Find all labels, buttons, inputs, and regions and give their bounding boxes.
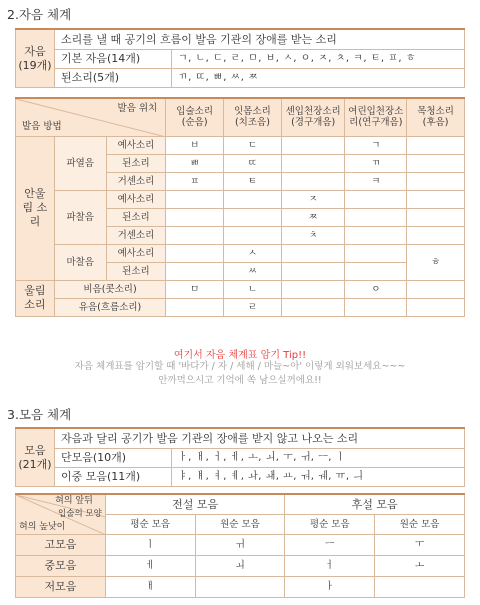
corner-front-back-label: 혀의 앞뒤 xyxy=(55,496,93,506)
group-sonorant-label: 울림 소리 xyxy=(24,284,46,311)
type-nasal: 비음(콧소리) xyxy=(54,280,165,298)
col-alveolar-line2: (치조음) xyxy=(234,117,270,129)
consonant-system-table xyxy=(15,97,465,317)
back-vowel-header: 후설 모음 xyxy=(285,494,465,514)
cell-glottal: ㅎ xyxy=(407,244,465,280)
cell: ㅍ xyxy=(166,172,224,190)
cell xyxy=(166,226,224,244)
cell: ㅆ xyxy=(224,262,282,280)
cell xyxy=(224,190,282,208)
col-palatal-line1: 센입천장소리 xyxy=(285,106,341,118)
type-tense: 된소리 xyxy=(106,208,166,226)
cell xyxy=(224,208,282,226)
cell: ㅊ xyxy=(281,226,345,244)
group-obstruent-label: 안울림 소리 xyxy=(22,187,48,228)
front-rounded-header: 원순 모음 xyxy=(195,514,285,534)
cell: ㅡ xyxy=(285,534,375,555)
vowel-label: 모음 xyxy=(24,444,46,457)
cell xyxy=(195,576,285,597)
cell: ㄸ xyxy=(224,154,282,172)
row-high-vowel: 고모음 xyxy=(16,534,106,555)
cell xyxy=(407,280,465,298)
cell: ㅌ xyxy=(224,172,282,190)
col-velar-line1: 여린입천장소 xyxy=(348,106,404,118)
vowel-count: (21개) xyxy=(18,458,52,471)
type-tense: 된소리 xyxy=(106,262,166,280)
vowel-label-cell xyxy=(16,428,55,487)
back-unrounded-header: 평순 모음 xyxy=(285,514,375,534)
col-alveolar xyxy=(224,98,282,136)
tip-line2: 안까먹으시고 기억에 쏙 남으실꺼에요!! xyxy=(158,375,322,386)
col-glottal-line2: (후음) xyxy=(422,117,449,129)
sub-fricative: 마찰음 xyxy=(54,244,106,280)
consonant-count: (19개) xyxy=(18,59,52,72)
col-glottal-line1: 목청소리 xyxy=(417,106,454,118)
row-low-vowel: 저모음 xyxy=(16,576,106,597)
basic-consonant-label: 기본 자음(14개) xyxy=(55,49,172,68)
cell xyxy=(345,226,407,244)
back-rounded-header: 원순 모음 xyxy=(375,514,465,534)
col-bilabial-line2: (순음) xyxy=(181,117,208,129)
cell: ㅂ xyxy=(166,136,224,154)
vowel-summary-table xyxy=(15,427,465,487)
corner-lip-label: 입술의 모양 xyxy=(58,509,102,519)
sub-affricate: 파찰음 xyxy=(54,190,106,244)
cell xyxy=(407,226,465,244)
cell: ㄹ xyxy=(224,298,282,316)
tip-title: 여기서 자음 체계표 암기 Tip!! xyxy=(173,350,307,361)
cell: ㅋ xyxy=(345,172,407,190)
consonant-label-cell xyxy=(16,29,55,88)
col-glottal xyxy=(407,98,465,136)
cell xyxy=(281,244,345,262)
cell: ㅅ xyxy=(224,244,282,262)
cell: ㄴ xyxy=(224,280,282,298)
cell xyxy=(345,262,407,280)
tense-consonant-label: 된소리(5개) xyxy=(55,68,172,87)
monophthong-list: ㅏ, ㅐ, ㅓ, ㅔ, ㅗ, ㅚ, ㅜ, ㅟ, ㅡ, ㅣ xyxy=(172,448,465,467)
tip-line1: 자음 체계표를 암기할 때 '바다가 / 자 / 세해 / 마늘~아' 이렇게 외워보세요~~~ xyxy=(74,361,406,372)
section2-title: 2.자음 체계 xyxy=(7,7,72,22)
cell: ㅃ xyxy=(166,154,224,172)
cell xyxy=(407,208,465,226)
type-liquid: 유음(흐름소리) xyxy=(54,298,165,316)
consonant-definition: 소리를 낼 때 공기의 흐름이 발음 기관의 장애를 받는 소리 xyxy=(55,29,465,49)
cell xyxy=(281,298,345,316)
monophthong-label: 단모음(10개) xyxy=(55,448,172,467)
cell: ㅜ xyxy=(375,534,465,555)
section3-title: 3.모음 체계 xyxy=(7,407,72,422)
cell: ㅉ xyxy=(281,208,345,226)
col-palatal-line2: (경구개음) xyxy=(291,117,336,129)
consonant-label: 자음 xyxy=(24,45,46,58)
cell: ㄱ xyxy=(345,136,407,154)
col-velar-line2: 리(연구개음) xyxy=(349,117,403,129)
cell: ㅚ xyxy=(195,555,285,576)
group-obstruent xyxy=(16,136,55,280)
col-palatal xyxy=(281,98,345,136)
cell xyxy=(345,298,407,316)
vowel-corner-cell xyxy=(16,494,106,534)
cell xyxy=(345,208,407,226)
cell xyxy=(281,262,345,280)
cell xyxy=(281,172,345,190)
cell xyxy=(281,136,345,154)
type-tense: 된소리 xyxy=(106,154,166,172)
cell: ㅇ xyxy=(345,280,407,298)
cell: ㅟ xyxy=(195,534,285,555)
cell xyxy=(345,244,407,262)
cell xyxy=(375,576,465,597)
col-alveolar-line1: 잇몸소리 xyxy=(234,106,271,118)
col-bilabial xyxy=(166,98,224,136)
cell xyxy=(407,136,465,154)
cell xyxy=(166,298,224,316)
vowel-system-table xyxy=(15,493,465,598)
type-aspirated: 거센소리 xyxy=(106,172,166,190)
corner-position-label: 발음 위치 xyxy=(117,103,158,114)
corner-method-label: 발음 방법 xyxy=(22,120,62,132)
vowel-definition: 자음과 달리 공기가 발음 기관의 장애를 받지 않고 나오는 소리 xyxy=(55,428,465,448)
cell xyxy=(407,298,465,316)
cell: ㅈ xyxy=(281,190,345,208)
cell xyxy=(166,208,224,226)
cell xyxy=(407,172,465,190)
diphthong-label: 이중 모음(11개) xyxy=(55,467,172,486)
cell xyxy=(345,190,407,208)
cell xyxy=(166,262,224,280)
group-sonorant xyxy=(16,280,55,316)
consonant-summary-table xyxy=(15,28,465,88)
cell xyxy=(166,244,224,262)
cell: ㅗ xyxy=(375,555,465,576)
cell: ㅓ xyxy=(285,555,375,576)
col-bilabial-line1: 입술소리 xyxy=(176,106,214,118)
col-velar xyxy=(345,98,407,136)
corner-height-label: 혀의 높낮이 xyxy=(19,521,66,532)
cell: ㄲ xyxy=(345,154,407,172)
cell: ㅏ xyxy=(285,576,375,597)
cell: ㅐ xyxy=(105,576,195,597)
sub-plosive: 파열음 xyxy=(54,136,106,190)
cell xyxy=(281,280,345,298)
type-plain: 예사소리 xyxy=(106,244,166,262)
type-plain: 예사소리 xyxy=(106,136,166,154)
cell xyxy=(224,226,282,244)
consonant-corner-cell xyxy=(16,98,166,136)
front-unrounded-header: 평순 모음 xyxy=(105,514,195,534)
cell: ㅣ xyxy=(105,534,195,555)
cell: ㅔ xyxy=(105,555,195,576)
row-mid-vowel: 중모음 xyxy=(16,555,106,576)
basic-consonant-list: ㄱ, ㄴ, ㄷ, ㄹ, ㅁ, ㅂ, ㅅ, ㅇ, ㅈ, ㅊ, ㅋ, ㅌ, ㅍ, ㅎ xyxy=(172,49,465,68)
front-vowel-header: 전설 모음 xyxy=(105,494,285,514)
type-aspirated: 거센소리 xyxy=(106,226,166,244)
type-plain: 예사소리 xyxy=(106,190,166,208)
cell xyxy=(407,190,465,208)
cell xyxy=(407,154,465,172)
cell xyxy=(281,154,345,172)
tense-consonant-list: ㄲ, ㄸ, ㅃ, ㅆ, ㅉ xyxy=(172,68,465,87)
cell: ㄷ xyxy=(224,136,282,154)
cell: ㅁ xyxy=(166,280,224,298)
cell xyxy=(166,190,224,208)
diphthong-list: ㅑ, ㅒ, ㅕ, ㅖ, ㅘ, ㅙ, ㅛ, ㅝ, ㅞ, ㅠ, ㅢ xyxy=(172,467,465,486)
